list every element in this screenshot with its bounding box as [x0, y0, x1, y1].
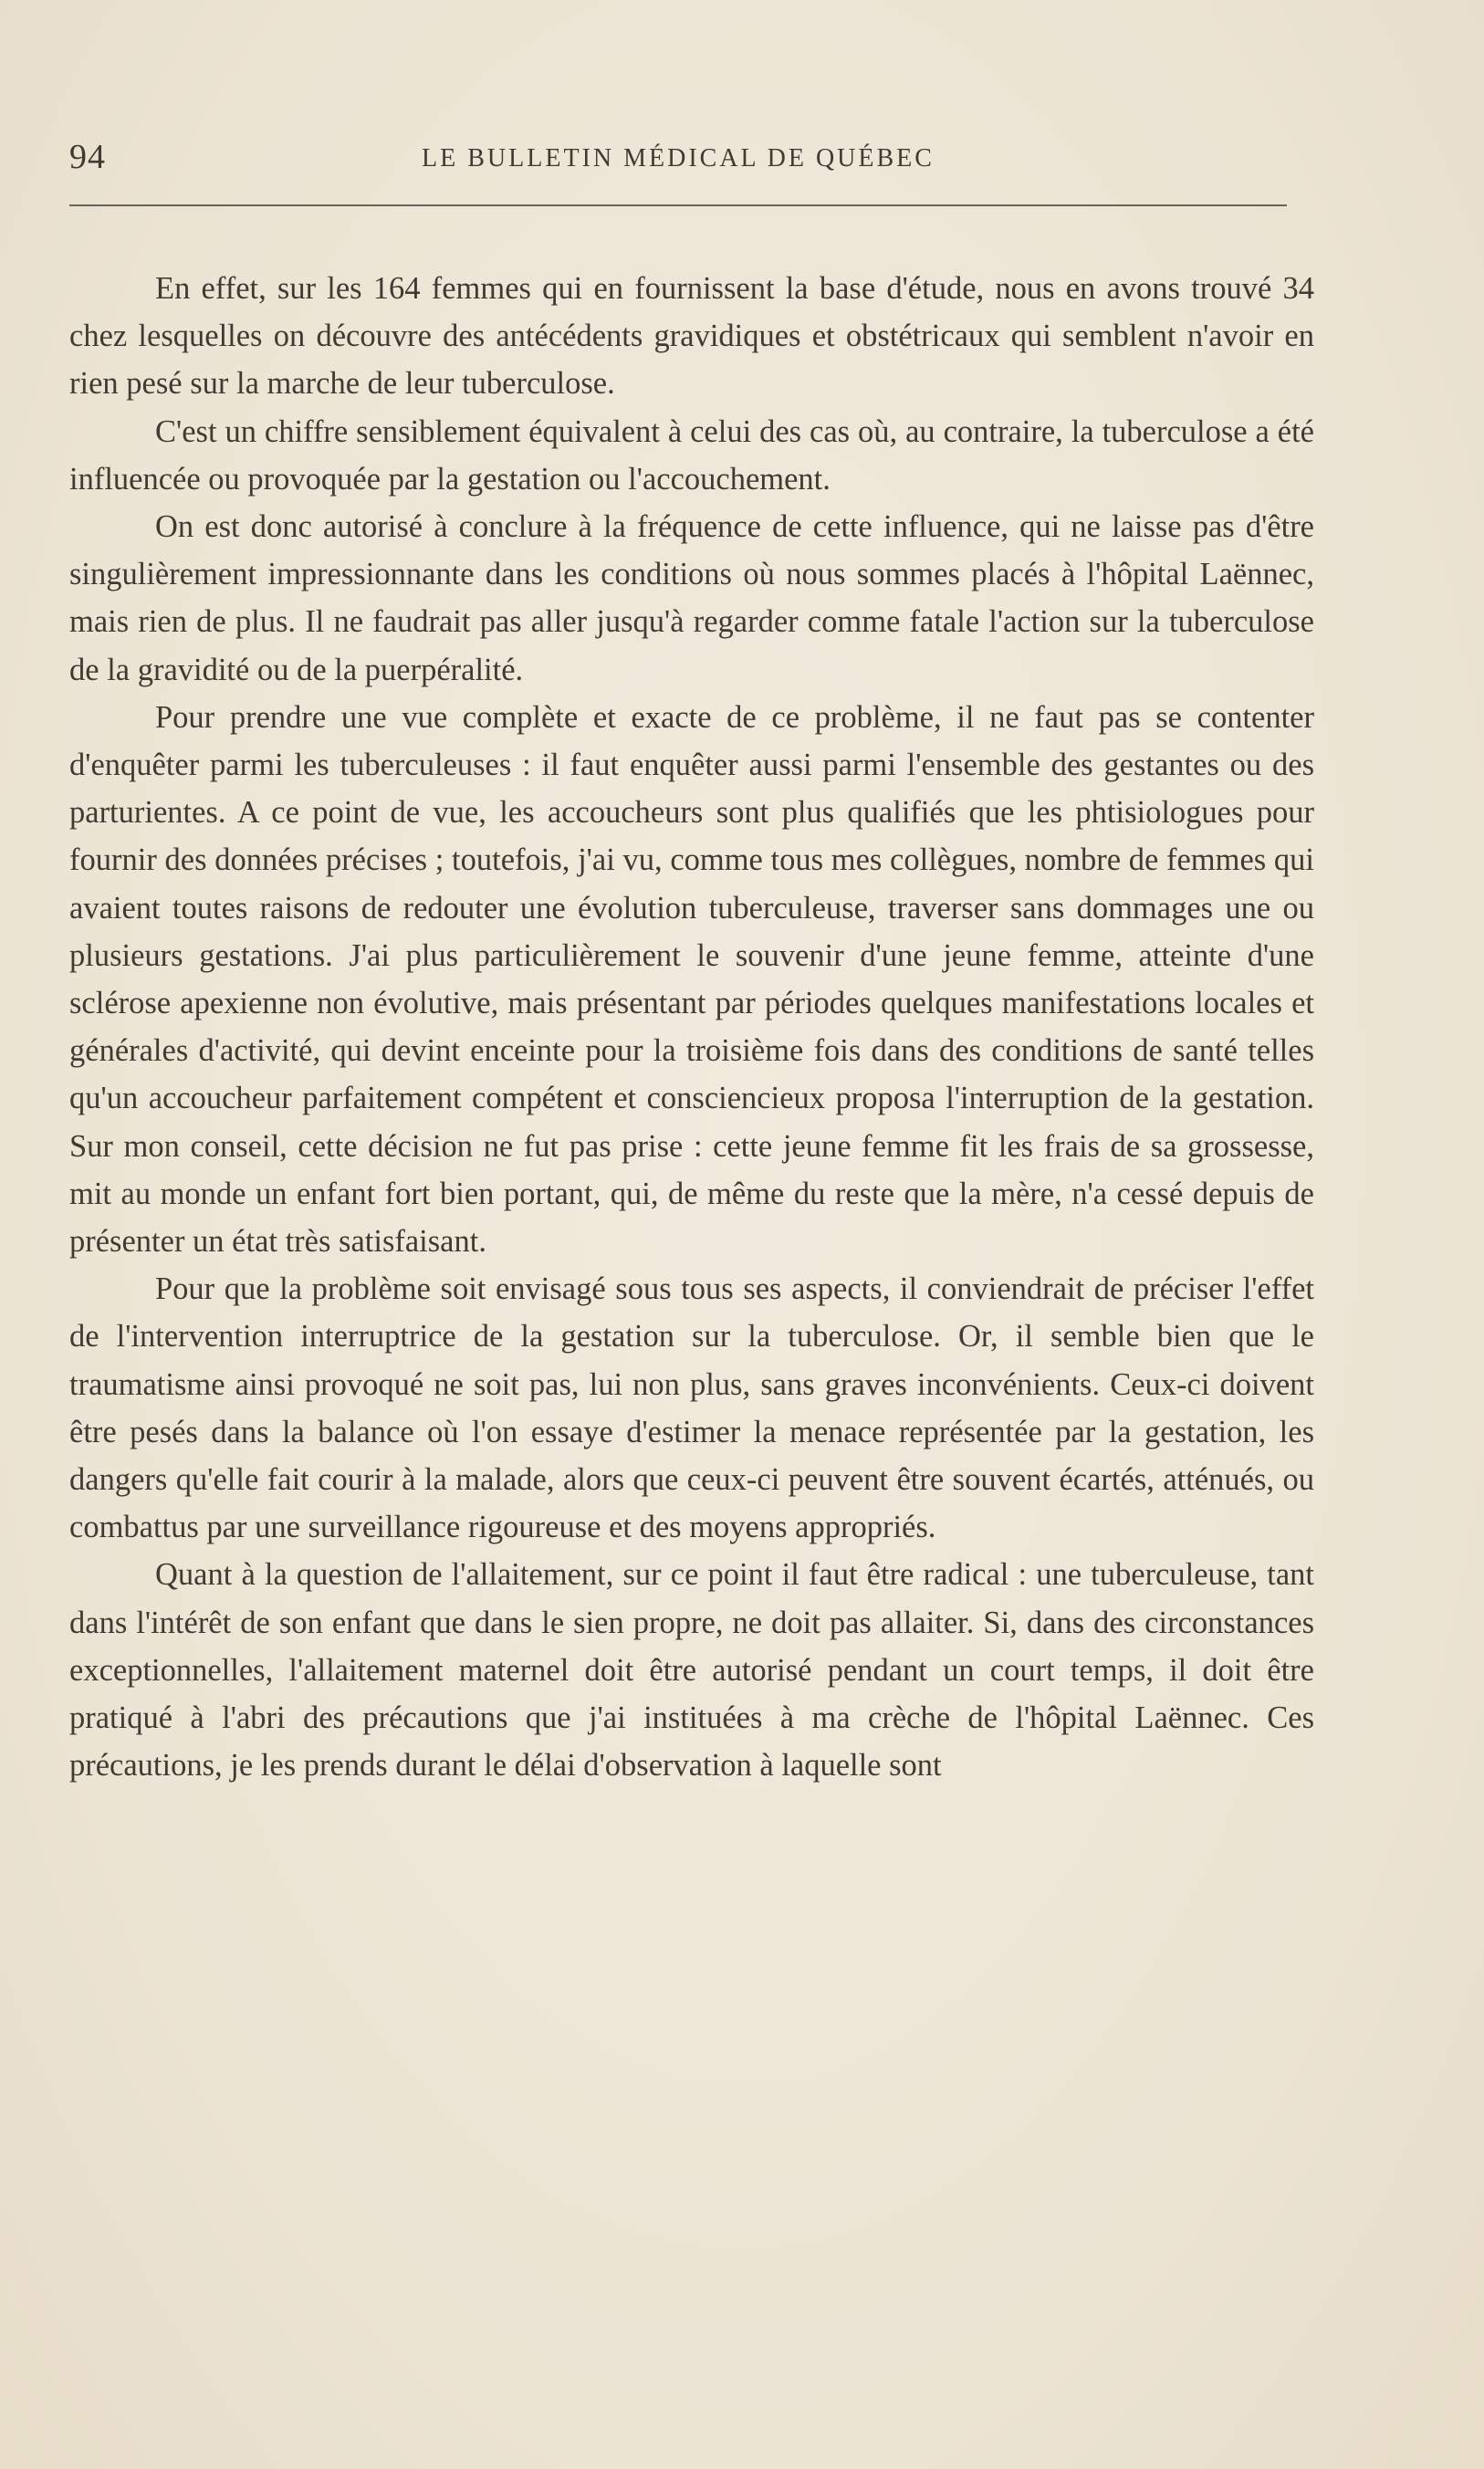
paragraph: C'est un chiffre sensiblement équivalent à celui des cas où, au contraire, la tuberculose a été influencée ou provoquée par la gestation ou l'accouchement.: [69, 413, 1314, 497]
body-text: [69, 265, 1314, 1790]
paragraph: Pour prendre une vue complète et exacte de ce problème, il ne faut pas se contenter d'enquêter parmi les tuberculeuses : il faut enquêter aussi parmi l'ensemble des gestantes ou des parturientes. A ce point de vue, les accoucheurs sont plus qualifiés que les phtisiologues pour fournir des données précises ; toutefois, j'ai vu, comme tous mes collègues, nombre de femmes qui avaient toutes raisons de redouter une évolution tuberculeuse, traverser sans dommages une ou plusieurs gestations. J'ai plus particulièrement le souvenir d'une jeune femme, atteinte d'une sclérose apexienne non évolutive, mais présentant par périodes quelques manifestations locales et générales d'activité, qui devint enceinte pour la troisième fois dans des conditions de santé telles qu'un accoucheur parfaitement compétent et consciencieux proposa l'interruption de la gestation. Sur mon conseil, cette décision ne fut pas prise : cette jeune femme fit les frais de sa grossesse, mit au monde un enfant fort bien portant, qui, de même du reste que la mère, n'a cessé depuis de présenter un état très satisfaisant.: [69, 699, 1314, 1260]
paragraph: Pour que la problème soit envisagé sous tous ses aspects, il conviendrait de préciser l'effet de l'intervention interruptrice de la gestation sur la tuberculose. Or, il semble bien que le traumatisme ainsi provoqué ne soit pas, lui non plus, sans graves inconvénients. Ceux-ci doivent être pesés dans la balance où l'on essaye d'estimer la menace représentée par la gestation, les dangers qu'elle fait courir à la malade, alors que ceux-ci peuvent être souvent écartés, atténués, ou combattus par une surveillance rigoureuse et des moyens appropriés.: [69, 1271, 1314, 1545]
paragraph: On est donc autorisé à conclure à la fréquence de cette influence, qui ne laisse pas d'être singulièrement impressionnante dans les conditions où nous sommes placés à l'hôpital Laënnec, mais rien de plus. Il ne faudrait pas aller jusqu'à regarder comme fatale l'action sur la tuberculose de la gravidité ou de la puerpéralité.: [69, 509, 1314, 687]
running-title: LE BULLETIN MÉDICAL DE QUÉBEC: [422, 144, 935, 173]
page-number: 94: [69, 138, 106, 176]
paragraph: Quant à la question de l'allaitement, sur ce point il faut être radical : une tuberculeuse, tant dans l'intérêt de son enfant que dans le sien propre, ne doit pas allaiter. Si, dans des circonstances exceptionnelles, l'allaitement maternel doit être autorisé pendant un court temps, il doit être pratiqué à l'abri des précautions que j'ai instituées à ma crèche de l'hôpital Laënnec. Ces précautions, je les prends durant le délai d'observation à laquelle sont: [69, 1557, 1314, 1784]
header-rule: [69, 204, 1287, 206]
page-header: [69, 137, 1287, 183]
paragraph: En effet, sur les 164 femmes qui en fournissent la base d'étude, nous en avons trouvé 34 chez lesquelles on découvre des antécédents gravidiques et obstétricaux qui semblent n'avoir en rien pesé sur la marche de leur tuberculose.: [69, 271, 1314, 402]
